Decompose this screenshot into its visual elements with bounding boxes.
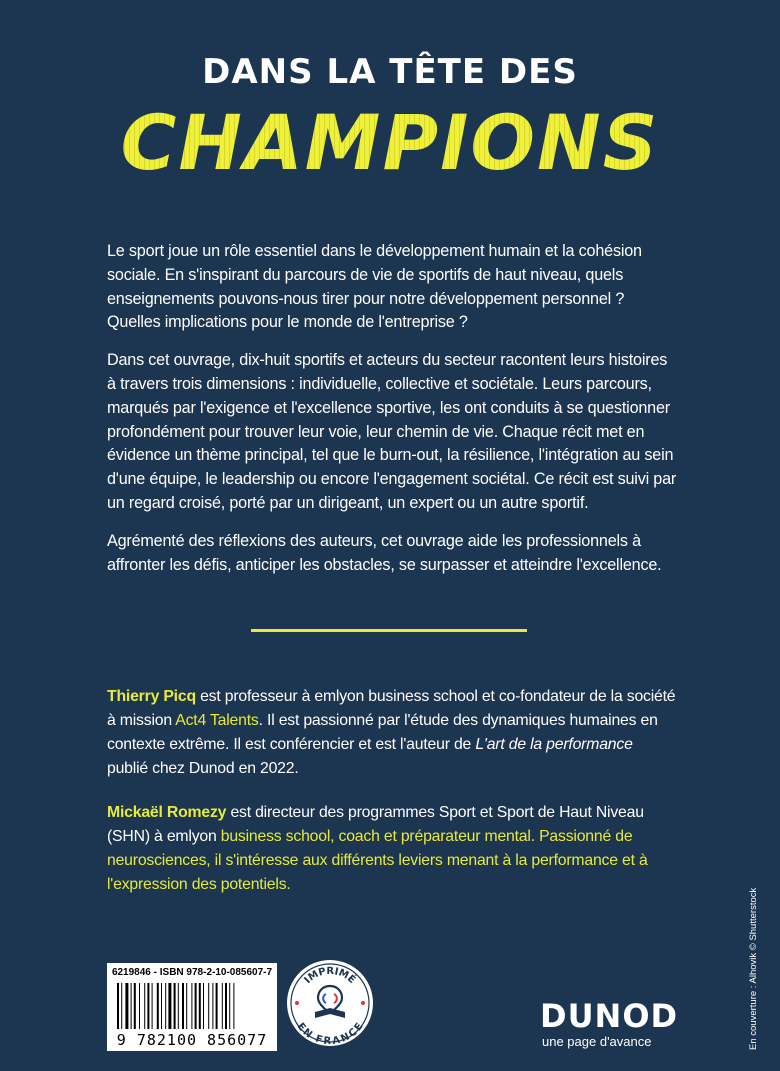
author-bio-1-text-b: . Il est passionné par l'étude des dynamiques humaines en contexte extrême. Il est conférencier et est l'auteur de	[107, 712, 658, 753]
barcode-bars-icon	[117, 983, 267, 1029]
summary-paragraph-1: Le sport joue un rôle essentiel dans le développement humain et la cohésion sociale. En s'inspirant du parcours de vie de sportifs de haut niveau, quels enseignements pouvons-nous tirer pour notre développement personnel ? Quelles implications pour le monde de l'entreprise ?	[107, 242, 642, 332]
author-bio-1-text-a: est professeur à emlyon business school et co-fondateur de la société à mission	[107, 688, 676, 729]
publisher-logo: DUNOD	[540, 997, 679, 1035]
title-line-1: DANS LA TÊTE DES	[202, 52, 578, 92]
author-bio-2-text-b: business school, coach et préparateur mental. Passionné de neurosciences, il s'intéresse aux différents leviers menant à la performance et à l'expression des potentiels.	[107, 828, 648, 893]
barcode-number: 9 782100 856077	[116, 1031, 268, 1049]
seal-bottom-text: EN FRANCE	[294, 1021, 366, 1048]
summary	[107, 240, 677, 591]
author-book-title: L'art de la performance	[475, 736, 633, 753]
summary-paragraph-3: Agrémenté des réflexions des auteurs, cet ouvrage aide les professionnels à affronter les défis, anticiper les obstacles, se surpasser et atteindre l'excellence.	[107, 531, 662, 574]
author-bios	[107, 685, 677, 917]
author-name-2: Mickaël Romezy	[107, 804, 227, 821]
isbn-label: 6219846 - ISBN 978-2-10-085607-7	[111, 967, 273, 978]
barcode	[107, 963, 277, 1051]
publisher-tagline: une page d'avance	[542, 1034, 652, 1049]
title-line-2: CHAMPIONS	[0, 98, 780, 188]
seal-top-text: IMPRIMÉ	[302, 965, 358, 986]
divider-line	[251, 629, 527, 632]
author-name-1: Thierry Picq	[107, 688, 196, 705]
author-bio-2	[107, 801, 677, 897]
author-bio-2-text-a: est directeur des programmes Sport et Sport de Haut Niveau (SHN) à emlyon	[107, 804, 644, 845]
cover-credit: En couverture : Alhovik © Shutterstock	[748, 887, 759, 1050]
author-company: Act4 Talents	[175, 712, 259, 729]
summary-paragraph-2: Dans cet ouvrage, dix-huit sportifs et acteurs du secteur racontent leurs histoires à travers trois dimensions : individuelle, collective et sociétale. Leurs parcours, marqués par l'exigence et l'excellence sportive, les ont conduits à se questionner profondément pour trouver leur voie, leur chemin de vie. Chaque récit met en évidence un thème principal, tel que le burn-out, la résilience, l'intégration au sein d'une équipe, le leadership ou encore l'engagement sociétal. Ce récit est suivi par un regard croisé, porté par un dirigeant, un expert ou un autre sportif.	[107, 351, 677, 512]
author-bio-1-text-c: publié chez Dunod en 2022.	[107, 760, 299, 777]
imprime-en-france-seal	[285, 958, 375, 1048]
author-bio-1	[107, 685, 677, 781]
